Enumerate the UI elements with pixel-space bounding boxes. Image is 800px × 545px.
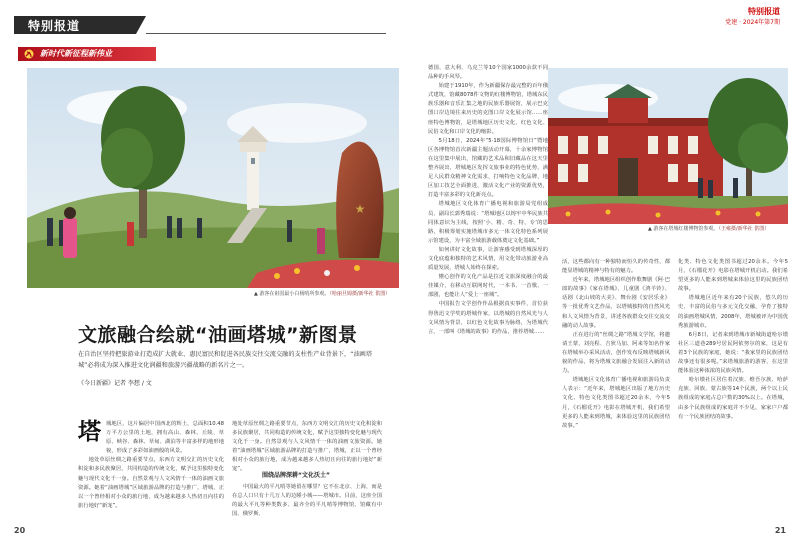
paragraph: 塔城地区文化体育广播电视和旅游局党组成员、副局长郭秀瑞说：“塔城地区以铸牢中华民族共同体意识为主线，按照‘小、精、奇、特、专’的思路，积极筹划实施塔城市多元一体文化特色系列展示馆建设，为丰富全域旅游载体奠定文化基础。” [428,201,548,244]
paragraph: 如何讲好文化故事，让游客感受到塔城深厚的文化底蕴和独特的艺术风情，用文化带动旅游业高质量发展，塔城人始终在探索。 [428,246,548,272]
svg-text:★: ★ [354,202,366,216]
right-caption-credit: （王雍摄/新华社 供图） [718,226,770,232]
column-tag [18,47,156,61]
section-header [14,16,136,34]
outpost-scene-illustration [27,68,399,288]
paragraph: 近年来，塔城地区组织创作歌舞剧《阿·巴郎的故事》《家在塔城》、儿童剧《鸿羊铃》、话剧《北山坡的大美》、舞台剧《安居乐业》等一批优秀文艺作品，以塔城独特的自然风光和人文风情为背景，讲述各族群众交往交流交融的动人故事。 [562,277,670,329]
paragraph: 地处草原丝绸之路重要节点，东西方文明交汇的历史文化积淀和多民族聚居，共同构造的传统文化，赋予这里独特变化魅与现代文化千一身。自然景观与人文风情千一体的油画文旅资源。她着“油画塔城”区域旅游品牌的打造与推广，塔城，正以一个曾经相对小众的旅行地，成为越来越多人热切且向往的旅行地好“新宠”。 [232,421,382,473]
paragraph: 正在进行的“丝绸之路”塔城文学馆，将邀请王蒙、刘亮程、吉狄马加、阿来等知名作家在塔城举办采风活动，创作发布反映塔城新风貌的作品，将为塔城文旅融合发展注入新的动力。 [562,331,670,375]
right-page [400,0,800,545]
left-photo-caption [254,290,390,297]
paragraph: 活，这些都向有一种独特而恒久的传奇性，都能显塔城的精神与特有的魅力。 [562,259,670,275]
section-header-tab [136,16,146,34]
page-number-left: 20 [14,526,26,535]
paragraph: 塔城地区近年来有20个民族，悠久的历史、丰富的民俗与多元文化交融，孕育了独特的油画塔城风情，2008年，塔城被评为中国优秀旅游城市。 [678,295,788,329]
paragraph: 塔城地区文化体育广播电视和旅游局负责人表示：“近年来，塔城地区出版了地方历史文化、特色文化类图书超过20余本，今年5月，《石榴花开》电影在塔城开机，我们希望更多的人能来到塔城，来体验这里的民族团结故事。” [562,377,670,429]
left-caption-text: ▲ 游客在祖国最小白杨哨所参观。 [254,291,330,297]
text-column-3 [428,64,548,499]
text-column-2 [232,420,382,473]
paragraph: 中国最大的平凡哨等她留在哪里？它不在北京、上海，而是在总人口只有十几万人的边陲小城——塔城市。目前，这座全国的最大平凡等种类数多、最齐全的平凡哨等博物馆，馆藏有中国、俄罗斯、 [232,484,382,518]
dropcap: 塔 [78,419,101,445]
right-caption-text: ▲ 游客在塔城红楼博物馆参观。 [648,226,719,232]
right-header-title: 特别报道 [748,7,780,16]
column-tag-label: 新时代新征程新伟业 [40,49,112,58]
right-header [725,6,780,26]
paragraph: 德国、意大利、乌克兰等10个国家1000余款不同品种的手风琴。 [428,65,548,81]
photo-red-museum [548,68,788,224]
text-column-2b [232,483,382,533]
page-number-right: 21 [774,526,786,535]
paragraph: 始建于1910年，作为新疆保存最完整的百年俄式建筑，馆藏8078件文物的红楼博物馆，塔城东民族乐器和音乐汇集之地的民族乐器展馆，展示巴克图口岸边境往来历史的克图口岸文化展示馆……座座特色博物馆，是塔城地区历史文化、红色文化、民俗文化和口岸文化的缩影。 [428,83,548,135]
header-rule [146,33,386,34]
text-column-4 [562,258,670,528]
paragraph: 地处草原丝绸之路重要节点，东西方文明交汇的历史文化积淀和多民族聚居，共同构造的传统文化，赋予这里独特变化魅与现代文化千一身。自然景观与人文风情千一体的油画文旅资源。她着“油画塔城”区域旅游品牌的打造与推广，塔城，正以一个曾经相对小众的旅行地，成为越来越多人热切且向往的旅行地好“新宠”。 [78,457,224,509]
paragraph: 城地区，这片偏居中国西北的辉土，总面积10.48万平方公里的土地，拥有高山、森林、丘陵、草原、峡谷、森林、草甸、湖泊等丰富多样的地形地貌，形成了多彩如油画般的风景。 [106,421,224,455]
text-column-5 [678,258,788,528]
article-title: 文旅融合绘就“油画塔城”新图景 [78,324,358,346]
section-label: 特别报道 [28,19,81,33]
paragraph: 哈尔墩社区居住着汉族、维吾尔族、哈萨克族、回族、蒙古族等14个民族，两个以上民族组成的家庭占总户数的30%以上。在塔城，由多个民族组成的家庭并不少见，家家户户都有一个民族团结的故事。 [678,377,788,420]
paragraph: 中国报告文学创作作品根据真实事件，首位获得鲁迅文学奖的塔城作家，以塔城的自然风光与人文风情为背景，以红色文化故事为脉络，为塔城代言，一部叫《塔城的故事》的作品，推荐塔城…… [428,301,548,335]
text-column-1 [78,420,224,532]
article-byline: 《今日新疆》记者 李想 / 文 [78,380,152,387]
paragraph: 5月18日，2024年“5·18国际博物馆日”暨地区各博物馆首次新疆主题活动开幕，十余家博物馆在这里集中展出，馆藏的艺术品和旧藏品在这天里整齐展出，塔城地区发挥文旅事业的特色优势，满足人民群众精神文化需求，打响特色文化品牌，地区加工技艺全面推进，激活文化产业的资源优势，打造丰富多彩的文化新亮点。 [428,137,548,199]
paragraph: 懂心创作的文化产品是拉近文旅深度融合的最佳媒介，在移动互联网时代，一本书、一首歌、一部剧，也能让人“爱上一座城”。 [428,274,548,299]
right-photo-caption [648,225,769,232]
party-emblem-icon [24,49,34,59]
paragraph: 化类、特色文化类图书超过20余本。今年5月，《石榴花开》电影在塔城开机启动。我们希望更多的人能来到塔城来体验这里的民族团结故事。 [678,259,788,293]
right-header-sub: 党建 · 2024年第7期 [725,19,780,26]
paragraph: 6月8日，记者来到塔城市新城街道哈尔墩社区三道巷289号居民阿依努尔的家，这是有着3个民族的家庭，她说：“我家里的民族团结故事还有很多呢。”来塔城旅游的游客，在这里能体验这种浓浓的民族风情。 [678,331,788,375]
article-lead: 在自治区坚持把旅游业打造成扩大就业、惠民富民和促进各民族交往交流交融的支柱性产业背景下，“油画塔城”必将成为深入推进文化润疆和旅游兴疆战略的新名片之一。 [78,351,373,369]
subhead: 围绕品牌深耕“文化沃土” [262,472,330,479]
left-caption-credit: （哈丽旦姆摄/新华社 供图） [329,291,391,297]
museum-scene-illustration [548,68,788,224]
photo-baiyang-outpost [27,68,399,288]
